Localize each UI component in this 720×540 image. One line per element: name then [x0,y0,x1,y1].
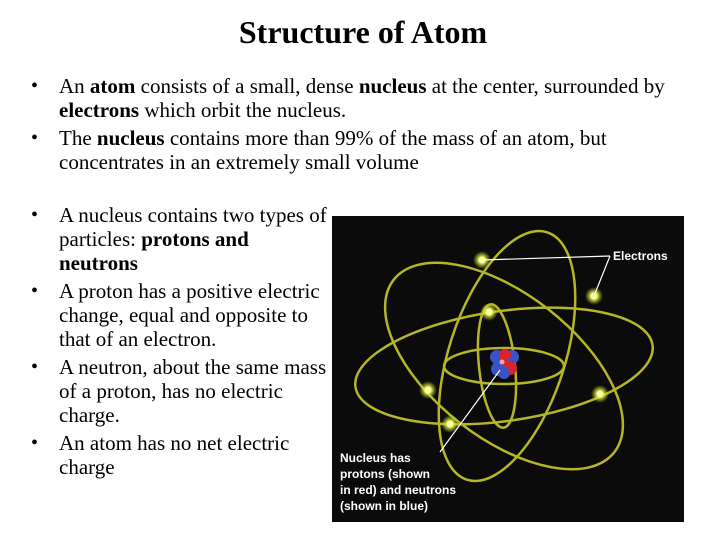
slide-title: Structure of Atom [238,14,488,50]
nucleus-label-line-2: protons (shown [340,467,430,481]
atom-diagram-svg [332,216,684,522]
bullet-nucleus: • The nucleus contains more than 99% of the mass of an atom, but concentrates in an extremely small volume [28,126,708,174]
nucleus-label-line-4: (shown in blue) [340,499,428,513]
bullet-neutron: • A neutron, about the same mass of a proton, has no electric charge. [28,355,328,427]
nucleus-label-line-1: Nucleus has [340,451,411,465]
electrons-label: Electrons [613,249,668,263]
bullet-proton: • A proton has a positive electric change, equal and opposite to that of an electron. [28,279,328,351]
neutron [498,367,510,379]
bullet-list-top [28,74,708,178]
electron-core [597,391,604,398]
proton [499,349,511,361]
electron-core [486,309,493,316]
nucleus-label-line-3: in red) and neutrons [340,483,457,497]
electron-core [425,387,432,394]
electron-core [447,421,454,428]
bullet-particles: • A nucleus contains two types of particles: protons and neutrons [28,203,328,275]
bullet-net-charge: • An atom has no net electric charge [28,431,328,479]
atom-diagram [332,216,684,522]
bullet-atom: • An atom consists of a small, dense nucleus at the center, surrounded by electrons which orbit the nucleus. [28,74,708,122]
nucleus-highlight [500,360,505,365]
bullet-list-left [28,203,328,483]
